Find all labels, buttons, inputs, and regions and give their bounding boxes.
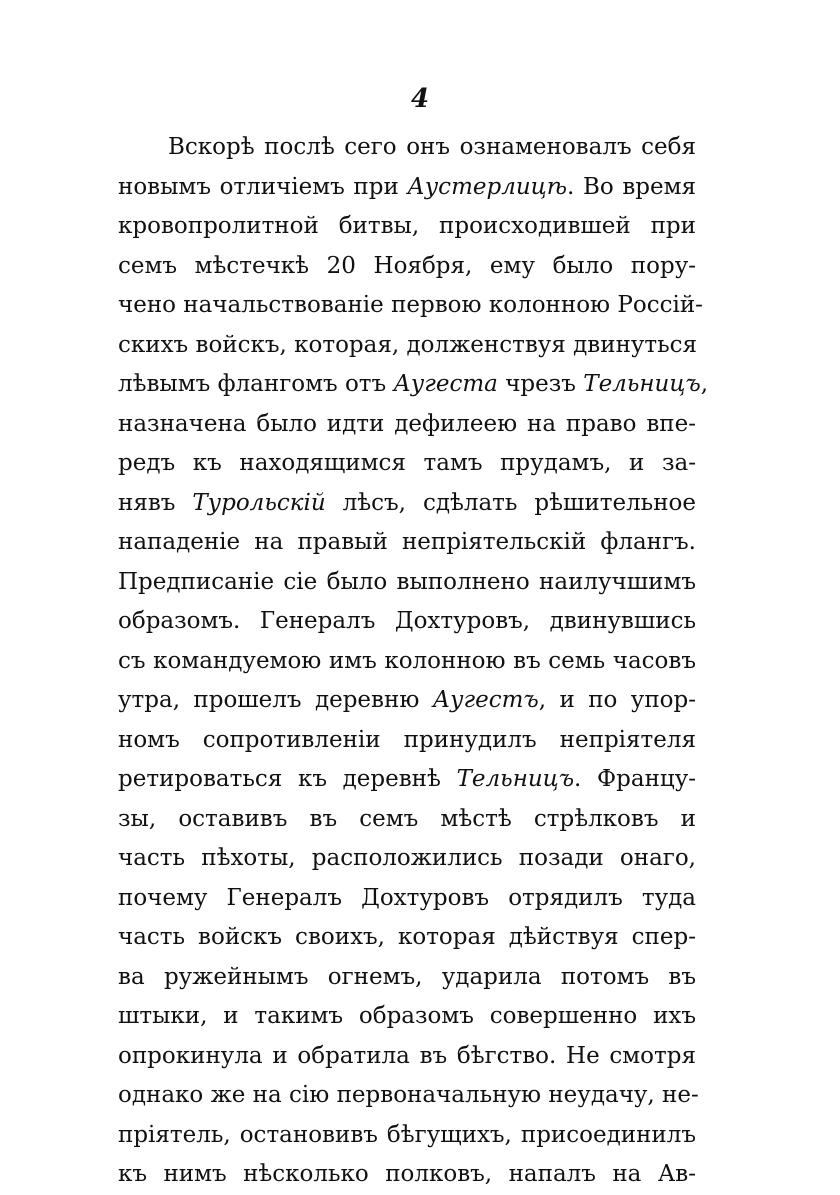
text-segment: нявъ [118, 489, 193, 516]
text-segment: , и по упор- [538, 687, 696, 713]
text-line [118, 247, 696, 287]
text-line [118, 207, 696, 247]
text-line [118, 563, 696, 603]
text-line [118, 681, 696, 721]
text-segment: . Во время [567, 173, 696, 200]
italic-place-name: Аустерлицѣ [407, 173, 568, 200]
page-number: 4 [410, 84, 430, 114]
text-line [118, 839, 696, 879]
text-line [118, 326, 696, 366]
text-segment: зы, оставивъ въ семъ мѣстѣ стрѣлковъ и [118, 805, 696, 832]
text-segment: кровопролитной битвы, происходившей при [118, 213, 696, 239]
italic-place-name: Тельницъ [456, 766, 575, 792]
text-segment: съ командуемою имъ колонною въ семь часовъ [118, 647, 696, 674]
text-line [118, 286, 703, 326]
italic-place-name: Аугестъ [432, 687, 539, 713]
text-segment: назначена было идти дефилеею на право впе- [118, 410, 696, 437]
text-line [118, 444, 696, 484]
text-segment: ва ружейнымъ огнемъ, ударила потомъ въ [118, 963, 696, 990]
text-segment: лѣвымъ флангомъ отъ [118, 371, 394, 397]
text-line [118, 523, 696, 563]
body-text [118, 128, 709, 1195]
text-line [118, 1076, 699, 1116]
text-line [118, 168, 696, 208]
text-line [118, 484, 696, 524]
text-segment: номъ сопротивленiи принудилъ непрiятеля [118, 726, 696, 753]
text-segment: почему Генералъ Дохтуровъ отрядилъ туда [118, 884, 696, 911]
text-line [118, 365, 709, 405]
text-segment: редъ къ находящимся тамъ прудамъ, и за- [118, 450, 696, 476]
text-segment: часть войскъ своихъ, которая дѣйствуя спер- [118, 924, 696, 950]
text-segment: нападенiе на правый непрiятельскiй флангъ. [118, 529, 696, 555]
text-line [118, 800, 696, 840]
text-line [118, 760, 696, 800]
text-segment: ретироваться къ деревнѣ [118, 766, 457, 792]
text-line [118, 918, 696, 958]
text-line [118, 405, 696, 445]
text-line [118, 721, 696, 761]
text-line [118, 128, 696, 168]
text-segment: образомъ. Генералъ Дохтуровъ, двинувшись [118, 608, 696, 634]
text-segment: чено начальствованiе первою колонною Россiй- [118, 292, 703, 318]
italic-place-name: Аугеста [393, 371, 498, 397]
italic-place-name: Тельницъ [583, 371, 701, 397]
text-line [118, 958, 696, 998]
text-segment: семъ мѣстечкѣ 20 Ноября, ему было пору- [118, 252, 696, 279]
text-segment: скихъ войскъ, которая, долженствуя двинуться [118, 331, 698, 358]
text-segment: чрезъ [497, 371, 584, 397]
text-segment: . Францу- [574, 766, 696, 792]
text-segment: штыки, и такимъ образомъ совершенно ихъ [118, 1003, 696, 1029]
text-segment: Вскорѣ послѣ сего онъ ознаменовалъ себя [168, 134, 696, 160]
text-line [118, 879, 696, 919]
text-segment: лѣсъ, сдѣлать рѣшительное [325, 489, 696, 516]
text-segment: опрокинула и обратила въ бѣгство. Не смотря [118, 1042, 696, 1069]
text-segment: однако же на сiю первоначальную неудачу, не- [118, 1082, 699, 1108]
text-segment: къ нимъ нѣсколько полковъ, напалъ на Ав- [118, 1161, 696, 1187]
text-line [118, 997, 696, 1037]
text-segment: , [700, 371, 709, 397]
italic-place-name: Турольскiй [192, 489, 326, 516]
text-line [118, 1116, 696, 1156]
text-segment: утра, прошелъ деревню [118, 687, 433, 713]
text-line [118, 642, 696, 682]
text-segment: новымъ отличiемъ при [118, 173, 408, 200]
text-line [118, 1155, 696, 1195]
text-line [118, 602, 696, 642]
text-segment: часть пѣхоты, расположились позади онаго, [118, 845, 696, 871]
text-line [118, 1037, 696, 1077]
text-segment: Предписанiе сiе было выполнено наилучшимъ [118, 568, 696, 595]
text-segment: прiятель, остановивъ бѣгущихъ, присоединилъ [118, 1121, 696, 1148]
